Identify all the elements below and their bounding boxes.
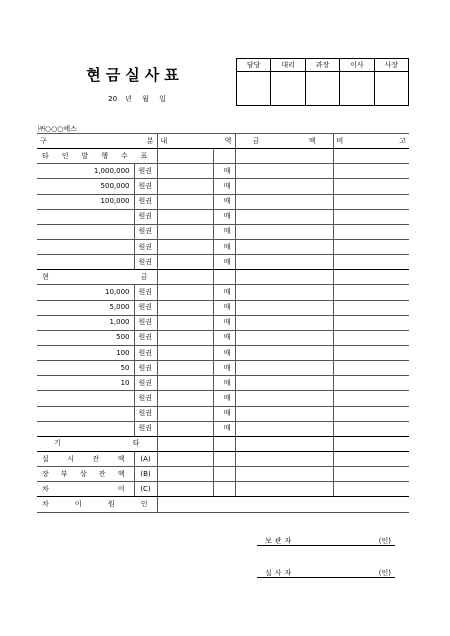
quantity-input[interactable] [157,421,213,436]
denomination-amount [37,224,134,239]
summary-label-char: 액 [117,454,125,463]
approval-assistant-manager: 대리 [271,59,305,72]
amount-input[interactable] [235,330,333,345]
table-row [37,361,409,376]
summary-label-char: 실 [42,454,49,463]
summary-label-text [40,456,131,463]
remarks-input[interactable] [333,376,409,391]
quantity-input[interactable] [157,361,213,376]
table-row [37,209,409,224]
amount-input[interactable] [235,406,333,421]
header-remarks-char: 고 [399,136,406,145]
header-amount-text [239,138,330,145]
summary-label-char: 부 [60,469,68,478]
section-cash-label [37,270,157,285]
header-details-char: 내 [160,136,168,145]
summary-label-char: 액 [117,469,125,478]
amount-input[interactable] [235,315,333,330]
denomination-amount: 100 [37,345,134,360]
amount-input[interactable] [235,300,333,315]
remarks-input[interactable] [333,391,409,406]
section-cheques [37,149,409,164]
summary-count[interactable] [213,467,235,482]
denomination-unit: 원권 [134,285,157,300]
summary-amount[interactable] [235,451,333,466]
remarks-input[interactable] [333,255,409,270]
section-cheques-label-char: 인 [61,151,69,160]
denomination-amount: 50 [37,361,134,376]
summary-count[interactable] [213,451,235,466]
denomination-amount [37,421,134,436]
custodian-stamp: (인) [378,537,391,545]
section-cheques-label-char: 표 [140,151,148,160]
section-other-details[interactable] [157,436,213,451]
section-cash-amount[interactable] [235,270,333,285]
count-unit: 매 [213,179,235,194]
denomination-amount: 1,000 [37,315,134,330]
remarks-input[interactable] [333,315,409,330]
amount-input[interactable] [235,209,333,224]
section-cheques-remarks[interactable] [333,149,409,164]
summary-label-char: 장 [42,469,49,478]
difference-reason-label-text [40,501,154,508]
denomination-unit: 원권 [134,406,157,421]
denomination-unit: 원권 [134,421,157,436]
remarks-input[interactable] [333,285,409,300]
section-cash [37,270,409,285]
summary-row [37,451,409,466]
summary-amount[interactable] [235,467,333,482]
approval-sign-staff[interactable] [237,72,271,106]
count-unit: 매 [213,406,235,421]
denomination-unit: 원권 [134,194,157,209]
date-line [82,94,192,104]
section-cheques-label-char: 타 [42,151,49,160]
section-cash-label-char: 현 [42,272,49,281]
signature-custodian [257,534,395,546]
approval-sign-assistant-manager[interactable] [271,72,305,106]
denomination-amount: 10,000 [37,285,134,300]
amount-input[interactable] [235,224,333,239]
signature-inspector [257,566,395,578]
section-cheques-label [37,149,157,164]
section-other-amount[interactable] [235,436,333,451]
remarks-input[interactable] [333,330,409,345]
table-row [37,224,409,239]
header-details [157,134,235,149]
table-row [37,164,409,179]
summary-remarks[interactable] [333,482,409,497]
approval-manager: 과장 [305,59,339,72]
remarks-input[interactable] [333,239,409,254]
table-row [37,255,409,270]
table-row [37,376,409,391]
difference-reason-input[interactable] [157,497,409,512]
table-row [37,421,409,436]
count-unit: 매 [213,209,235,224]
denomination-unit: 원권 [134,376,157,391]
difference-reason-label-char: 이 [74,499,82,508]
section-cash-label-char: 금 [140,272,148,281]
header-category-text [40,138,154,145]
count-unit: 매 [213,345,235,360]
summary-label-text [40,471,131,478]
summary-label-char: 이 [117,484,125,493]
header-category-char: 분 [146,136,154,145]
table-row [37,285,409,300]
amount-input[interactable] [235,239,333,254]
custodian-label: 보관자 [265,537,295,545]
remarks-input[interactable] [333,406,409,421]
quantity-input[interactable] [157,239,213,254]
date-month-label: 월 [142,95,149,103]
cash-ledger-table [37,133,409,513]
remarks-input[interactable] [333,345,409,360]
denomination-unit: 원권 [134,345,157,360]
header-amount-char: 금 [252,136,260,145]
summary-label [37,467,134,482]
count-unit: 매 [213,285,235,300]
section-other-label-char: 기 [54,439,61,448]
count-unit: 매 [213,164,235,179]
denomination-amount [37,209,134,224]
amount-input[interactable] [235,345,333,360]
table-row [37,406,409,421]
date-year-label: 년 [125,95,132,103]
section-cash-count[interactable] [213,270,235,285]
section-cheques-label-char: 행 [101,151,108,160]
count-unit: 매 [213,330,235,345]
denomination-unit: 원권 [134,164,157,179]
section-cash-remarks[interactable] [333,270,409,285]
table-row [37,239,409,254]
amount-input[interactable] [235,285,333,300]
remarks-input[interactable] [333,361,409,376]
difference-reason-label-char: 인 [140,499,148,508]
denomination-unit: 원권 [134,361,157,376]
count-unit: 매 [213,376,235,391]
header-amount-char: 액 [308,136,316,145]
remarks-input[interactable] [333,164,409,179]
summary-label-char: 잔 [92,454,100,463]
header-details-char: 역 [224,136,232,145]
denomination-amount: 5,000 [37,300,134,315]
summary-count[interactable] [213,482,235,497]
inspector-label: 실사자 [265,569,295,577]
table-row [37,330,409,345]
table-row [37,194,409,209]
amount-input[interactable] [235,255,333,270]
difference-reason-label-char: 차 [42,499,49,508]
quantity-input[interactable] [157,164,213,179]
remarks-input[interactable] [333,194,409,209]
quantity-input[interactable] [157,330,213,345]
header-remarks-char: 비 [336,136,344,145]
remarks-input[interactable] [333,179,409,194]
summary-row [37,482,409,497]
amount-input[interactable] [235,361,333,376]
denomination-amount [37,406,134,421]
approval-director: 이사 [340,59,374,72]
section-cheques-amount[interactable] [235,149,333,164]
count-unit: 매 [213,224,235,239]
inspector-stamp: (인) [378,569,391,577]
section-cheques-label-char: 발 [81,151,89,160]
table-row [37,345,409,360]
quantity-input[interactable] [157,179,213,194]
summary-details[interactable] [157,482,213,497]
approval-sign-manager[interactable] [305,72,339,106]
quantity-input[interactable] [157,255,213,270]
section-other-label-char: 타 [132,439,140,448]
approval-sign-president[interactable] [374,72,408,106]
table-row [37,300,409,315]
section-other-remarks[interactable] [333,436,409,451]
quantity-input[interactable] [157,285,213,300]
summary-label [37,482,134,497]
section-cheques-details[interactable] [157,149,213,164]
table-header-row [37,134,409,149]
count-unit: 매 [213,255,235,270]
remarks-input[interactable] [333,224,409,239]
remarks-input[interactable] [333,300,409,315]
denomination-amount [37,391,134,406]
difference-reason-row [37,497,409,512]
denomination-unit: 원권 [134,330,157,345]
table-row [37,391,409,406]
amount-input[interactable] [235,421,333,436]
approval-president: 사장 [374,59,408,72]
summary-remarks[interactable] [333,451,409,466]
section-other-count[interactable] [213,436,235,451]
summary-label-char: 차 [42,484,49,493]
quantity-input[interactable] [157,391,213,406]
summary-label-char: 시 [67,454,74,463]
page-title: 현금실사표 [86,66,184,84]
denomination-unit: 원권 [134,315,157,330]
section-cheques-label-text [40,153,154,160]
approval-staff: 담당 [237,59,271,72]
remarks-input[interactable] [333,421,409,436]
summary-label-text [40,486,131,493]
table-row [37,315,409,330]
amount-input[interactable] [235,194,333,209]
count-unit: 매 [213,194,235,209]
approval-sign-director[interactable] [340,72,374,106]
count-unit: 매 [213,391,235,406]
summary-label-char: 잔 [98,469,106,478]
header-amount [235,134,333,149]
quantity-input[interactable] [157,406,213,421]
denomination-unit: 원권 [134,209,157,224]
summary-mark: (C) [134,482,157,497]
difference-reason-label [37,497,157,512]
quantity-input[interactable] [157,376,213,391]
header-details-text [161,138,232,145]
difference-reason-label-char: 원 [107,499,115,508]
header-category [37,134,157,149]
section-cash-label-text [40,274,154,281]
quantity-input[interactable] [157,315,213,330]
header-category-char: 구 [40,136,47,145]
quantity-input[interactable] [157,224,213,239]
denomination-amount: 1,000,000 [37,164,134,179]
denomination-unit: 원권 [134,391,157,406]
denomination-unit: 원권 [134,239,157,254]
count-unit: 매 [213,300,235,315]
remarks-input[interactable] [333,209,409,224]
section-cheques-count[interactable] [213,149,235,164]
amount-input[interactable] [235,164,333,179]
quantity-input[interactable] [157,345,213,360]
quantity-input[interactable] [157,194,213,209]
quantity-input[interactable] [157,300,213,315]
amount-input[interactable] [235,179,333,194]
summary-row [37,467,409,482]
summary-mark: (B) [134,467,157,482]
denomination-amount: 100,000 [37,194,134,209]
amount-input[interactable] [235,376,333,391]
section-cash-details[interactable] [157,270,213,285]
summary-amount[interactable] [235,482,333,497]
denomination-amount [37,239,134,254]
summary-label [37,451,134,466]
count-unit: 매 [213,421,235,436]
denomination-unit: 원권 [134,179,157,194]
count-unit: 매 [213,361,235,376]
section-other-label [37,436,157,451]
amount-input[interactable] [235,391,333,406]
section-cheques-label-char: 수 [120,151,128,160]
denomination-amount: 10 [37,376,134,391]
header-remarks-text [337,138,407,145]
company-name: ㈜○○○에스 [38,125,77,133]
summary-remarks[interactable] [333,467,409,482]
summary-mark: (A) [134,451,157,466]
header-remarks [333,134,409,149]
denomination-unit: 원권 [134,255,157,270]
denomination-amount [37,255,134,270]
date-year: 20 [108,95,118,103]
denomination-amount: 500,000 [37,179,134,194]
quantity-input[interactable] [157,209,213,224]
denomination-amount: 500 [37,330,134,345]
section-other-label-text [40,440,154,447]
approval-box [236,58,409,106]
denomination-unit: 원권 [134,224,157,239]
date-day-label: 일 [159,95,166,103]
summary-details[interactable] [157,451,213,466]
count-unit: 매 [213,315,235,330]
count-unit: 매 [213,239,235,254]
denomination-unit: 원권 [134,300,157,315]
summary-label-char: 상 [79,469,87,478]
summary-details[interactable] [157,467,213,482]
section-other [37,436,409,451]
table-row [37,179,409,194]
